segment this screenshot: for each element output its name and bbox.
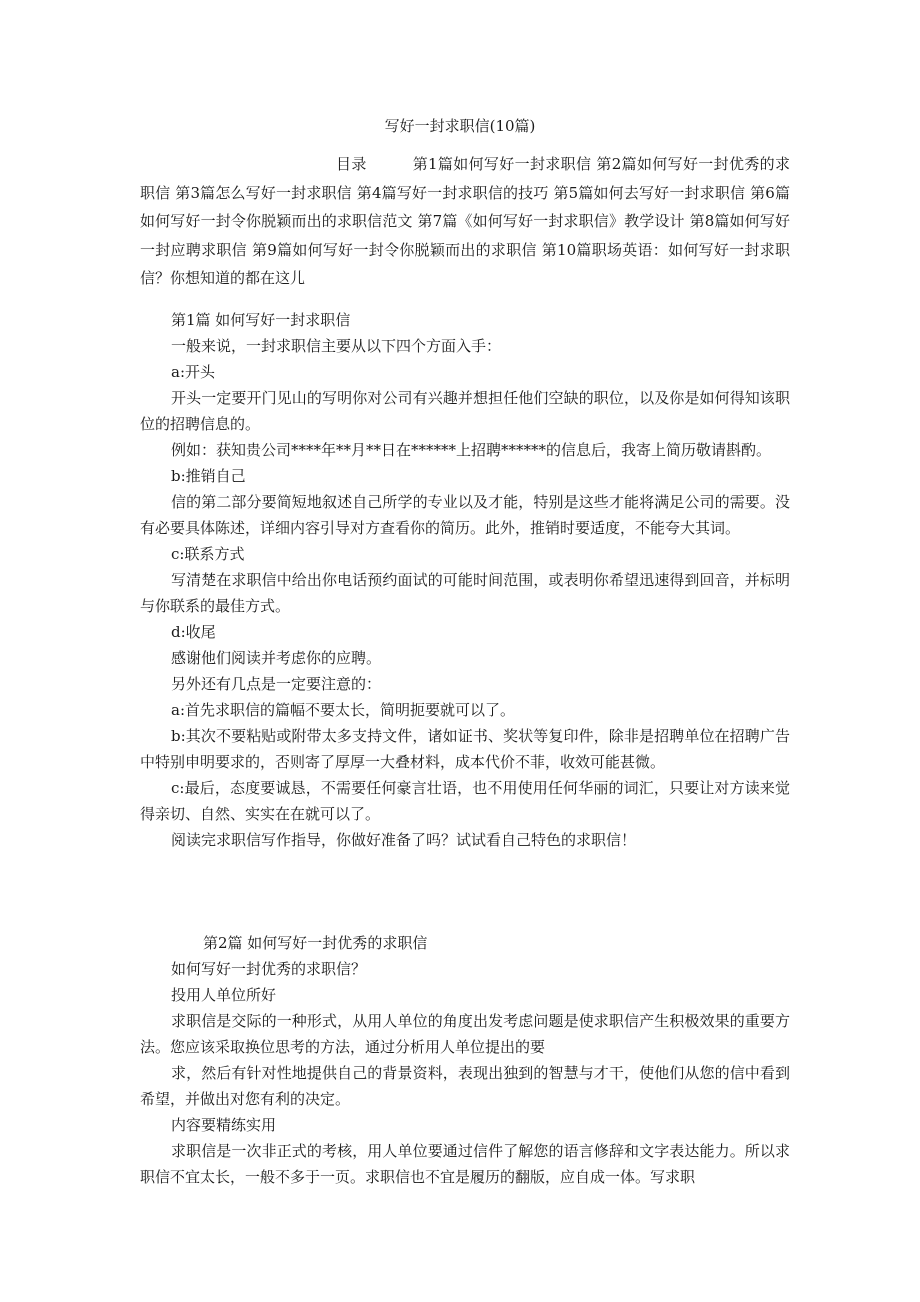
paragraph: 感谢他们阅读并考虑你的应聘。 — [171, 649, 382, 667]
paragraph: a:首先求职信的篇幅不要太长，简明扼要就可以了。 — [171, 701, 515, 719]
paragraph: 内容要精练实用 — [171, 1116, 277, 1134]
paragraph: c:最后，态度要诚恳，不需要任何豪言壮语，也不用使用任何华丽的词汇，只要让对方读来觉得亲切、自然、实实在在就可以了。 — [140, 779, 790, 823]
paragraph: a:开头 — [171, 363, 215, 381]
paragraph: 一般来说，一封求职信主要从以下四个方面入手： — [171, 337, 502, 355]
table-of-contents: 目录 第1篇如何写好一封求职信 第2篇如何写好一封优秀的求职信 第3篇怎么写好一封求职信 第4篇写好一封求职信的技巧 第5篇如何去写好一封求职信 第6篇如何写好一封令你脱颖而出的求职信范文 第7篇《如何写好一封求职信》教学设计 第8篇如何写好一封应聘求职信 第9篇如何写好一封令你脱颖而出的求职信 第10篇职场英语：如何写好一封求职信？你想知道的都在这儿 — [140, 155, 790, 287]
paragraph: 信的第二部分要简短地叙述自己所学的专业以及才能，特别是这些才能将满足公司的需要。没有必要具体陈述，详细内容引导对方查看你的简历。此外，推销时要适度，不能夸大其词。 — [140, 493, 790, 537]
paragraph: 写清楚在求职信中给出你电话预约面试的可能时间范围，或表明你希望迅速得到回音，并标明与你联系的最佳方式。 — [140, 571, 790, 615]
paragraph: b:推销自己 — [171, 467, 246, 485]
paragraph: 投用人单位所好 — [171, 986, 277, 1004]
paragraph: c:联系方式 — [171, 545, 245, 563]
paragraph: 阅读完求职信写作指导，你做好准备了吗？试试看自己特色的求职信！ — [171, 831, 637, 849]
paragraph: 求，然后有针对性地提供自己的背景资料，表现出独到的智慧与才干，使他们从您的信中看到希望，并做出对您有利的决定。 — [140, 1064, 790, 1108]
section-heading: 第1篇 如何写好一封求职信 — [171, 311, 351, 329]
section-2 — [140, 930, 790, 1190]
paragraph: 如何写好一封优秀的求职信？ — [171, 960, 367, 978]
paragraph: 求职信是一次非正式的考核，用人单位要通过信件了解您的语言修辞和文字表达能力。所以求职信不宜太长，一般不多于一页。求职信也不宜是履历的翻版，应自成一体。写求职 — [140, 1142, 790, 1186]
paragraph: 例如：获知贵公司****年**月**日在******上招聘******的信息后，我寄上简历敬请斟酌。 — [171, 441, 772, 459]
document-title: 写好一封求职信(10篇) — [384, 117, 536, 135]
paragraph: 另外还有几点是一定要注意的： — [171, 675, 382, 693]
section-1 — [140, 307, 790, 853]
section-heading: 第2篇 如何写好一封优秀的求职信 — [203, 934, 428, 952]
paragraph: b:其次不要粘贴或附带太多支持文件，诸如证书、奖状等复印件，除非是招聘单位在招聘广告中特别申明要求的，否则寄了厚厚一大叠材料，成本代价不菲，收效可能甚微。 — [140, 727, 790, 771]
paragraph: 开头一定要开门见山的写明你对公司有兴趣并想担任他们空缺的职位，以及你是如何得知该职位的招聘信息的。 — [140, 389, 790, 433]
paragraph: 求职信是交际的一种形式，从用人单位的角度出发考虑问题是使求职信产生积极效果的重要方法。您应该采取换位思考的方法，通过分析用人单位提出的要 — [140, 1012, 790, 1056]
paragraph: d:收尾 — [171, 623, 216, 641]
